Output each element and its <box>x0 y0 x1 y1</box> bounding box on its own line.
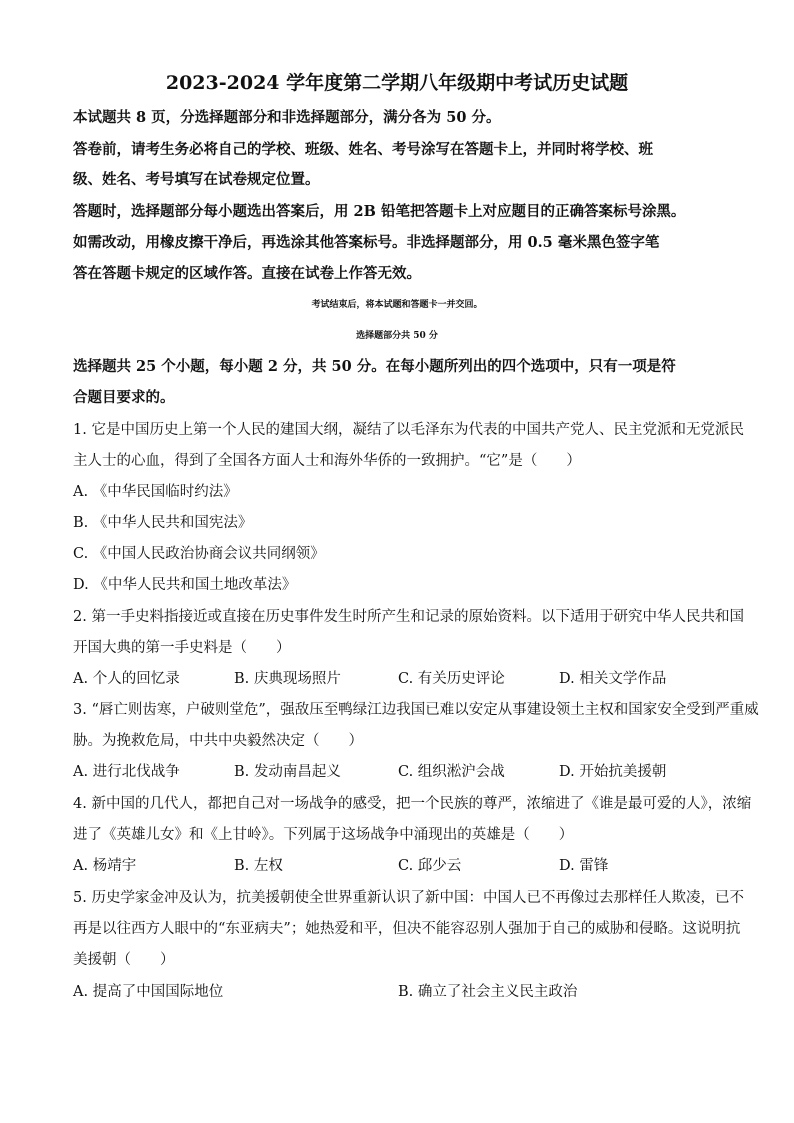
question-4-option-b: B. 左权 <box>234 858 283 874</box>
question-3-option-d: D. 开始抗美援朝 <box>559 764 667 780</box>
question-4-stem: 4. 新中国的几代人，都把自己对一场战争的感受，把一个民族的尊严，浓缩进了《谁是最可爱的人》，浓缩 <box>73 796 752 812</box>
question-2-option-a: A. 个人的回忆录 <box>73 671 180 687</box>
page-title: 2023-2024 学年度第二学期八年级期中考试历史试题 <box>165 72 629 94</box>
section-description: 合题目要求的。 <box>73 389 175 406</box>
question-5-stem: 再是以往西方人眼中的“东亚病夫”；她热爱和平，但决不能容忍别人强加于自己的威胁和侵略。这说明抗 <box>73 921 741 937</box>
question-3-stem: 胁。为挽救危局，中共中央毅然决定（ ） <box>73 733 363 749</box>
instruction-line: 本试题共 8 页，分选择题部分和非选择题部分，满分各为 50 分。 <box>73 109 501 126</box>
question-2-stem: 开国大典的第一手史料是（ ） <box>73 640 291 656</box>
section-title: 选择题部分共 50 分 <box>356 331 438 341</box>
question-3-stem: 3. “唇亡则齿寒，户破则堂危”，强敌压至鸭绿江边我国已难以安定从事建设领土主权和国家安全受到严重威 <box>73 702 759 718</box>
instruction-line: 答题时，选择题部分每小题选出答案后，用 2B 铅笔把答题卡上对应题目的正确答案标号涂黑。 <box>73 203 686 220</box>
question-1-stem: 主人士的心血，得到了全国各方面人士和海外华侨的一致拥护。“它”是（ ） <box>73 453 581 469</box>
question-3-option-c: C. 组织淞沪会战 <box>398 764 505 780</box>
question-5-option-b: B. 确立了社会主义民主政治 <box>398 984 578 1000</box>
question-4-stem: 进了《英雄儿女》和《上甘岭》。下列属于这场战争中涌现出的英雄是（ ） <box>73 827 574 843</box>
end-note: 考试结束后，将本试题和答题卡一并交回。 <box>311 300 483 310</box>
instruction-line: 答卷前，请考生务必将自己的学校、班级、姓名、考号涂写在答题卡上，并同时将学校、班 <box>73 141 653 158</box>
question-4-option-d: D. 雷锋 <box>559 858 609 874</box>
question-2-stem: 2. 第一手史料指接近或直接在历史事件发生时所产生和记录的原始资料。以下适用于研究中华人民共和国 <box>73 609 744 625</box>
instruction-line: 答在答题卡规定的区域作答。直接在试卷上作答无效。 <box>73 265 421 282</box>
question-4-option-a: A. 杨靖宇 <box>73 858 137 874</box>
question-2-option-c: C. 有关历史评论 <box>398 671 505 687</box>
question-5-stem: 5. 历史学家金冲及认为，抗美援朝使全世界重新认识了新中国：中国人已不再像过去那样任人欺凌，已不 <box>73 890 744 906</box>
question-5-stem: 美援朝（ ） <box>73 952 175 968</box>
question-2-option-d: D. 相关文学作品 <box>559 671 667 687</box>
question-1-option-a: A. 《中华民国临时约法》 <box>73 484 238 500</box>
question-1-option-d: D. 《中华人民共和国土地改革法》 <box>73 577 297 593</box>
section-description: 选择题共 25 个小题，每小题 2 分，共 50 分。在每小题所列出的四个选项中，只有一项是符 <box>73 358 676 375</box>
instruction-line: 级、姓名、考号填写在试卷规定位置。 <box>73 171 320 188</box>
question-3-option-a: A. 进行北伐战争 <box>73 764 180 780</box>
question-3-option-b: B. 发动南昌起义 <box>234 764 341 780</box>
question-2-option-b: B. 庆典现场照片 <box>234 671 341 687</box>
question-1-stem: 1. 它是中国历史上第一个人民的建国大纲，凝结了以毛泽东为代表的中国共产党人、民主党派和无党派民 <box>73 422 744 438</box>
question-5-option-a: A. 提高了中国国际地位 <box>73 984 224 1000</box>
question-4-option-c: C. 邱少云 <box>398 858 462 874</box>
question-1-option-c: C. 《中国人民政治协商会议共同纲领》 <box>73 546 325 562</box>
question-1-option-b: B. 《中华人民共和国宪法》 <box>73 515 253 531</box>
instruction-line: 如需改动，用橡皮擦干净后，再选涂其他答案标号。非选择题部分，用 0.5 毫米黑色签字笔 <box>73 234 660 251</box>
